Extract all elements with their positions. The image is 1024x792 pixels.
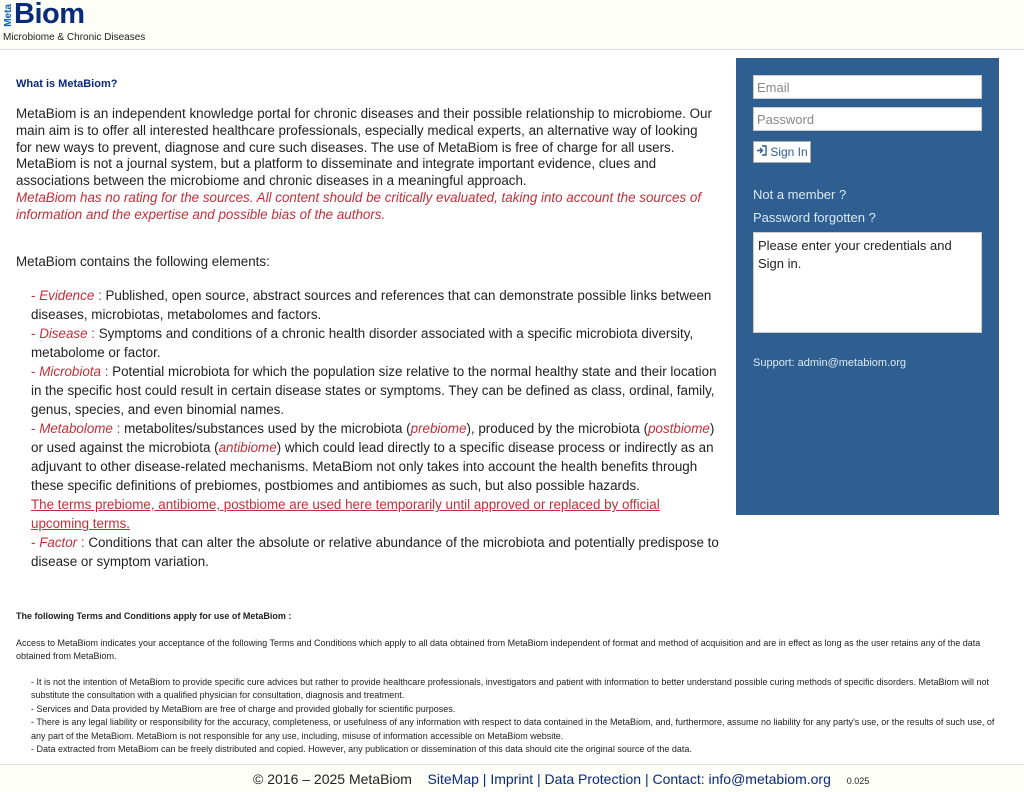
terms-heading: The following Terms and Conditions apply for use of MetaBiom : [16,611,292,621]
login-panel [736,58,999,515]
list-item-metabolome: - Metabolome : metabolites/substances used by the microbiota (prebiome), produced by the microbiota (postbiome) or used against the microbiota (antibiome) which could lead directly to a specific disease process or indirectly as an adjuvant to other disease-related mechanisms. MetaBiom not only takes into account the health benefits through these specific definitions of prebiomes, postbiomes and antibiomes as such, but also possible hazards. [31,421,715,493]
list-item-microbiota: - Microbiota : Potential microbiota for which the population size relative to the normal healthy state and their location in the specific host could result in certain disease states or symptoms. They can be defined as class, ordinal, family, genus, species, and even binomial names. [31,364,717,417]
password-field[interactable] [753,107,982,131]
terms-item: - Services and Data provided by MetaBiom are free of charge and provided globally for scientific purposes. [31,703,456,714]
email-field[interactable] [753,75,982,99]
sitemap-link[interactable]: SiteMap [427,771,479,787]
credentials-message: Please enter your credentials and Sign in. [753,232,982,333]
list-item-factor: - Factor : Conditions that can alter the absolute or relative abundance of the microbiota and potentially predispose to disease or symptom variation. [31,535,719,569]
tagline: Microbiome & Chronic Diseases [3,32,146,43]
contains-heading: MetaBiom contains the following elements: [16,254,270,269]
elements-list [31,286,721,571]
about-intro [16,106,716,224]
terms-item: - There is any legal liability or responsibility for the accuracy, completeness, or usefulness of any information with respect to data contained in the MetaBiom, and, furthermore, assume no liability for any party's use, or the results of such use, of any part of the MetaBiom. MetaBiom is not responsible for any use, including, misuse of information accessible on MetaBiom website. [31,717,995,741]
term-metabolome: Metabolome [39,421,113,436]
list-item-evidence: - Evidence : Published, open source, abstract sources and references that can demonstrate possible links between diseases, microbiotas, metabolomes and factors. [31,288,712,322]
list-item-disease: - Disease : Symptoms and conditions of a chronic health disorder associated with a specific microbiota diversity, metabolome or factor. [31,326,694,360]
terms-note-link[interactable]: The terms prebiome, antibiome, postbiome are used here temporarily until approved or replaced by official upcoming terms. [31,497,660,531]
imprint-link[interactable]: Imprint [490,771,534,787]
terms-list [16,676,1006,757]
terms-item: - It is not the intention of MetaBiom to provide specific cure advices but rather to provide healthcare professionals, investigators and patient with information to better understand possible curing methods of specific disorders. MetaBiom will not substitute the consultation with a qualified physician for consultation, diagnosis and treatment. [31,676,989,700]
footer: © 2016 – 2025 MetaBiom SiteMap | Imprint | Data Protection | Contact: info@metabiom.org 0.025 [0,764,1024,792]
term-evidence: Evidence [39,288,95,303]
term-postbiome: postbiome [648,421,710,436]
terms-item: - Data extracted from MetaBiom can be freely distributed and copied. However, any publication or dissemination of this data should cite the original source of the data. [31,744,692,754]
sign-in-label: Sign In [770,145,808,159]
password-forgotten-link[interactable]: Password forgotten ? [753,210,876,225]
version-number: 0.025 [846,776,870,786]
sign-in-icon [756,145,767,159]
about-heading: What is MetaBiom? [16,78,118,90]
header [0,0,1024,50]
copyright: © 2016 – 2025 MetaBiom [253,771,412,787]
term-prebiome: prebiome [410,421,467,436]
term-microbiota: Microbiota [39,364,101,379]
support-contact[interactable]: Support: admin@metabiom.org [753,357,907,369]
terms-intro: Access to MetaBiom indicates your acceptance of the following Terms and Conditions which apply to all data obtained from MetaBiom independent of format and method of acquisition and are in effect as long as the user retains any of the data obtained from MetaBiom. [16,637,981,661]
term-antibiome: antibiome [218,440,277,455]
logo-prefix: Meta [3,4,14,27]
term-disease: Disease [39,326,88,341]
not-member-link[interactable]: Not a member ? [753,187,847,202]
terms-section [16,610,1006,757]
term-factor: Factor [39,535,78,550]
rating-warning: MetaBiom has no rating for the sources. All content should be critically evaluated, taking into account the sources of information and the expertise and possible bias of the authors. [16,189,702,222]
logo-main: Biom [14,0,85,30]
contact-link[interactable]: Contact: info@metabiom.org [652,771,831,787]
data-protection-link[interactable]: Data Protection [544,771,642,787]
about-paragraph-2: MetaBiom is not a journal system, but a platform to disseminate and integrate important evidence, clues and associations between the microbiome and chronic diseases in a meaningful approach. [16,156,657,189]
sign-in-button[interactable] [753,141,811,163]
about-paragraph-1: MetaBiom is an independent knowledge portal for chronic diseases and their possible relationship to microbiome. Our main aim is to offer all interested healthcare professionals, especially medical experts, an alternative way of looking for new ways to prevent, diagnose and cure such diseases. The use of MetaBiom is free of charge for all users. [16,106,712,155]
